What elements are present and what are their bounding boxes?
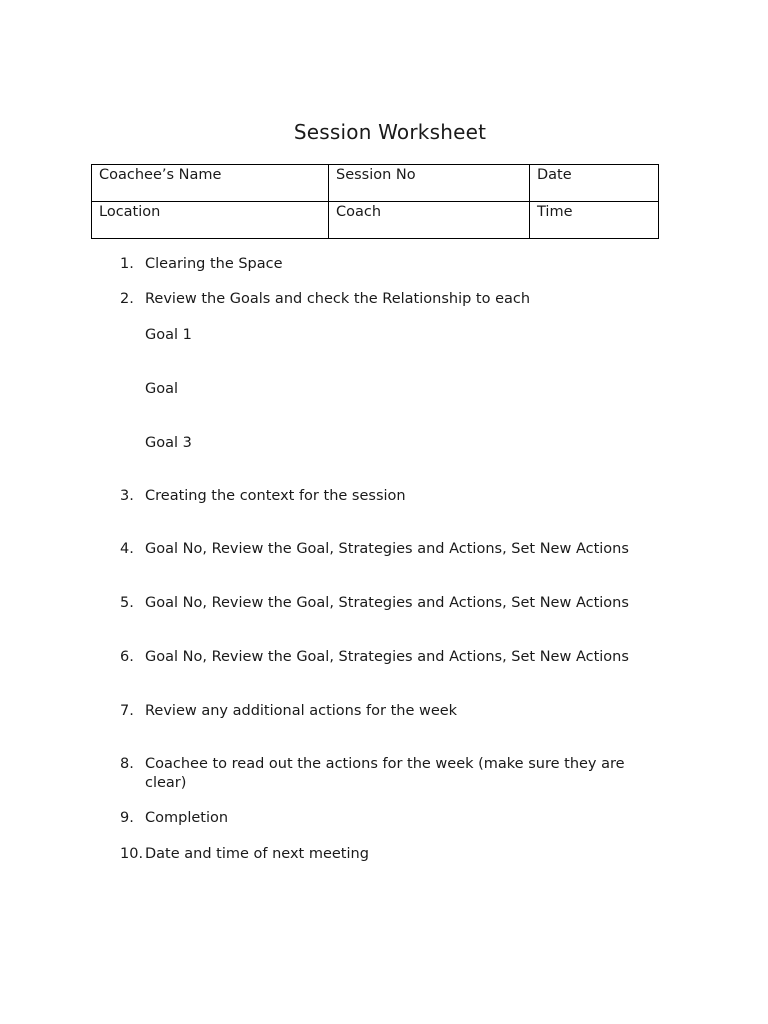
list-item-number: 4. xyxy=(120,541,134,557)
list-item-text: Coachee to read out the actions for the week (make sure they are clear) xyxy=(145,756,625,791)
list-item xyxy=(120,809,229,828)
list-item xyxy=(120,540,629,559)
list-item xyxy=(120,487,406,506)
list-item-number: 5. xyxy=(120,595,134,611)
table-row xyxy=(92,202,659,239)
list-item-number: 3. xyxy=(120,488,134,504)
list-item-text: Completion xyxy=(145,810,229,826)
list-item-text: Review the Goals and check the Relationship to each xyxy=(145,291,531,307)
list-item-text: Goal No, Review the Goal, Strategies and Actions, Set New Actions xyxy=(145,541,629,557)
date-cell: Date xyxy=(530,165,659,202)
list-item-text: Clearing the Space xyxy=(145,256,283,272)
goal-label: Goal xyxy=(145,381,179,397)
list-item xyxy=(120,845,369,864)
list-item-text: Goal No, Review the Goal, Strategies and Actions, Set New Actions xyxy=(145,595,629,611)
list-item xyxy=(120,290,531,309)
list-item-number: 2. xyxy=(120,291,134,307)
list-item-text: Date and time of next meeting xyxy=(145,846,369,862)
list-item-text: Review any additional actions for the week xyxy=(145,703,458,719)
list-item xyxy=(120,255,283,274)
coachee-name-cell: Coachee’s Name xyxy=(92,165,329,202)
list-item-number: 1. xyxy=(120,256,134,272)
list-item-number: 9. xyxy=(120,810,134,826)
list-item-number: 6. xyxy=(120,649,134,665)
location-cell: Location xyxy=(92,202,329,239)
session-no-cell: Session No xyxy=(329,165,530,202)
list-item xyxy=(120,755,625,791)
list-item xyxy=(120,594,629,613)
list-item-text: Creating the context for the session xyxy=(145,488,406,504)
list-item-text: Goal No, Review the Goal, Strategies and Actions, Set New Actions xyxy=(145,649,629,665)
list-item-number: 7. xyxy=(120,703,134,719)
list-item-number: 8. xyxy=(120,756,134,772)
list-item xyxy=(120,702,458,721)
list-item xyxy=(120,648,629,667)
page-title: Session Worksheet xyxy=(293,120,487,144)
coach-cell: Coach xyxy=(329,202,530,239)
session-info-table xyxy=(91,164,659,239)
time-cell: Time xyxy=(530,202,659,239)
table-row xyxy=(92,165,659,202)
goal-label: Goal 1 xyxy=(145,327,192,343)
goal-label: Goal 3 xyxy=(145,435,192,451)
list-item-number: 10. xyxy=(120,846,144,862)
